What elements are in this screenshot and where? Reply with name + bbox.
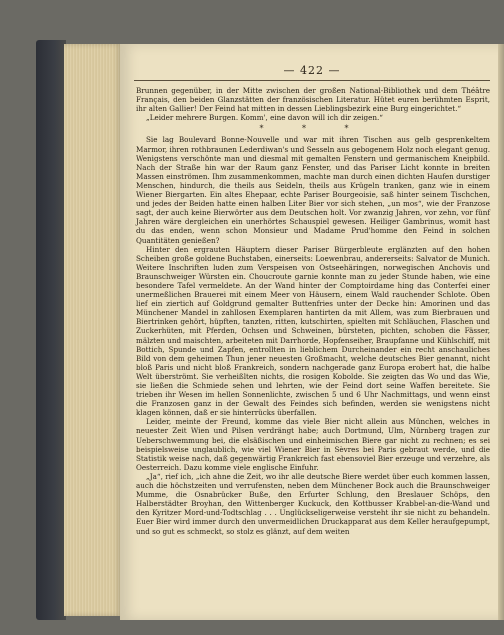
paragraph-6: „Ja“, rief ich, „ich ahne die Zeit, wo ihr alle deutsche Biere werdet über euch kommen lassen, auch die höchstzeiten und verrufensten, neben dem Münchener Bock auch die Braunschweiger Mumme, die Osnabrücker Buße, den Erfurter Schlung, den Breslauer Schöps, den Halberstädter Broyhan, den Wittenberger Kuckuck, den Kottbusser Krabbel-an-die-Wand und den Kyritzer Mord-und-Todtschlag . . . Unglückseligerweise versteht ihr sie nicht zu behandeln. Euer Bier wird immer durch den unvermeidlichen Druckapparat aus dem Keller heraufgepumpt, und so gut es schmeckt, so stolz es glänzt, auf dem weiten xyxy=(136,471,490,536)
header-rule xyxy=(134,80,490,81)
paragraph-1: Brunnen gegenüber, in der Mitte zwischen der großen National-Bibliothek und dem Théâtre Français, den beiden Glanzstätten der französischen Literatur. Hütet euren berühmten Esprit, ihr alten Gallier! Der Feind hat mitten in dessen Lieblingsbezirk eine Burg eingerichtet.“ xyxy=(136,86,490,114)
page-number: — 422 — xyxy=(283,64,341,77)
paragraph-4: Hinter den ergrauten Häuptern dieser Pariser Bürgerbleute erglänzten auf den hohen Scheiben große goldene Buchstaben, einerseits: Loewenbrau, andererseits: Salvator de Munich. Weitere Inschriften luden zum Verspeisen von Ostseehäringen, norwegischen Anchovis und Braunschweiger Würsten ein. Choucroute garnie konnte man zu jeder Stunde haben, wie eine besondere Tafel vermeldete. An der Wand hinter der Comptoirdame hing das Conterfei einer unermeßlichen Brauerei mit einem Meer von Häusern, einem Wald rauchender Schlote. Oben lief ein ziertich auf Goldgrund gemalter Buttenfries unter der Decke hin: Amorinen und das Münchener Mandel in zahllosen Exemplaren hantirten da mit Allem, was zum Bierbrauen und Biertrinken gehört, hüpften, tanzten, ritten, kutschirten, spielten mit Schläuchen, Flaschen und Zuckerhüten, mit Pferden, Ochsen und Schweinen, bürsteten, pichten, schoben die Fässer, mälzten und maischten, arbeiteten mit Darrhorde, Hopfenseiher, Braupfanne und Kühlschiff, mit Bottich, Spunde und Zapfen, entrollten in lieblichem Durcheinander ein recht anschauliches Bild von dem geheimen Thun jener neuesten Großmacht, welche deutsches Bier genannt, nicht bloß Paris und nicht bloß Frankreich, sondern nachgerade ganz Europa erobert hat, die halbe Welt überströmt. Sie verheißlten nichts, die rosigen Kobolde. Sie zeigten das Wo und das Wie, sie ließen die Schmiede sehen und lehrten, wie der Feind dort seine Waffen bereitete. Sie trieben ihr Wesen im hellen Sonnenlichte, zwischen 5 und 6 Uhr Nachmittags, und wenn einst die Franzosen ganz in der Gewalt des Feindes sich befinden, werden sie wenigstens nicht klagen können, daß er sie hinterrücks überfallen. xyxy=(136,244,490,418)
page-right-edge xyxy=(498,44,504,620)
page-text xyxy=(136,86,490,536)
book-cover-edge xyxy=(36,40,66,620)
section-separator: * * * xyxy=(259,124,367,134)
paragraph-5: Leider, meinte der Freund, komme das viele Bier nicht allein aus München, welches in neuester Zeit Wien und Pilsen verdrängt habe; auch Dortmund, Ulm, Nürnberg tragen zur Ueberschwemmung bei, die elsäßischen und einheimischen Biere gar nicht zu rechnen; es sei beispielsweise unglaublich, wie viel Wiener Bier in Sèvres bei Paris gebraut werde, und die Statistik weise nach, daß gegenwärtig Frankreich fast ebensoviel Bier erzeuge und verzehre, als Oesterreich. Dazu komme viele englische Einfuhr. xyxy=(136,417,490,472)
paragraph-3: Sie lag Boulevard Bonne-Nouvelle und war mit ihren Tischen aus gelb gesprenkeltem Marmor, ihren rothbraunen Lederdiwan's und Sesseln aus gebogenem Holz noch elegant genug. Wenigstens verschönte man und diesmal mit gemalten Fenstern und germanischem Kneipbild. Nach der Straße hin war der Raum ganz Fenster, und das Pariser Licht konnte in breiten Massen einströmen. Ihm zusammenkommen, machte man durch einen dichten Haufen durstiger Menschen, hindurch, die theils aus Seideln, theils aus Krügeln tranken, ganz wie in einem Wiener Biergarten. Ein altes Ehepaar, echte Pariser Bourgeoisie, saß hinter seinem Tischchen, und jedes der Beiden hatte einen halben Liter Bier vor sich stehen, „un mos“, wie der Franzose sagt, der auch keine Bierwörter aus dem Deutschen holt. Vor zwanzig Jahren, vor zehn, vor fünf Jahren wäre dergleichen ein unerhörtes Schauspiel gewesen. Heiliger Gambrinus, womit hast du das enden, wenn schon Monsieur und Madame Prud'homme den Feind in solchen Quantitäten genießen? xyxy=(136,135,490,245)
book-page xyxy=(120,44,504,620)
paragraph-2: „Leider mehrere Burgen. Komm', eine davon will ich dir zeigen.“ xyxy=(146,113,383,123)
page-edges xyxy=(64,44,122,616)
